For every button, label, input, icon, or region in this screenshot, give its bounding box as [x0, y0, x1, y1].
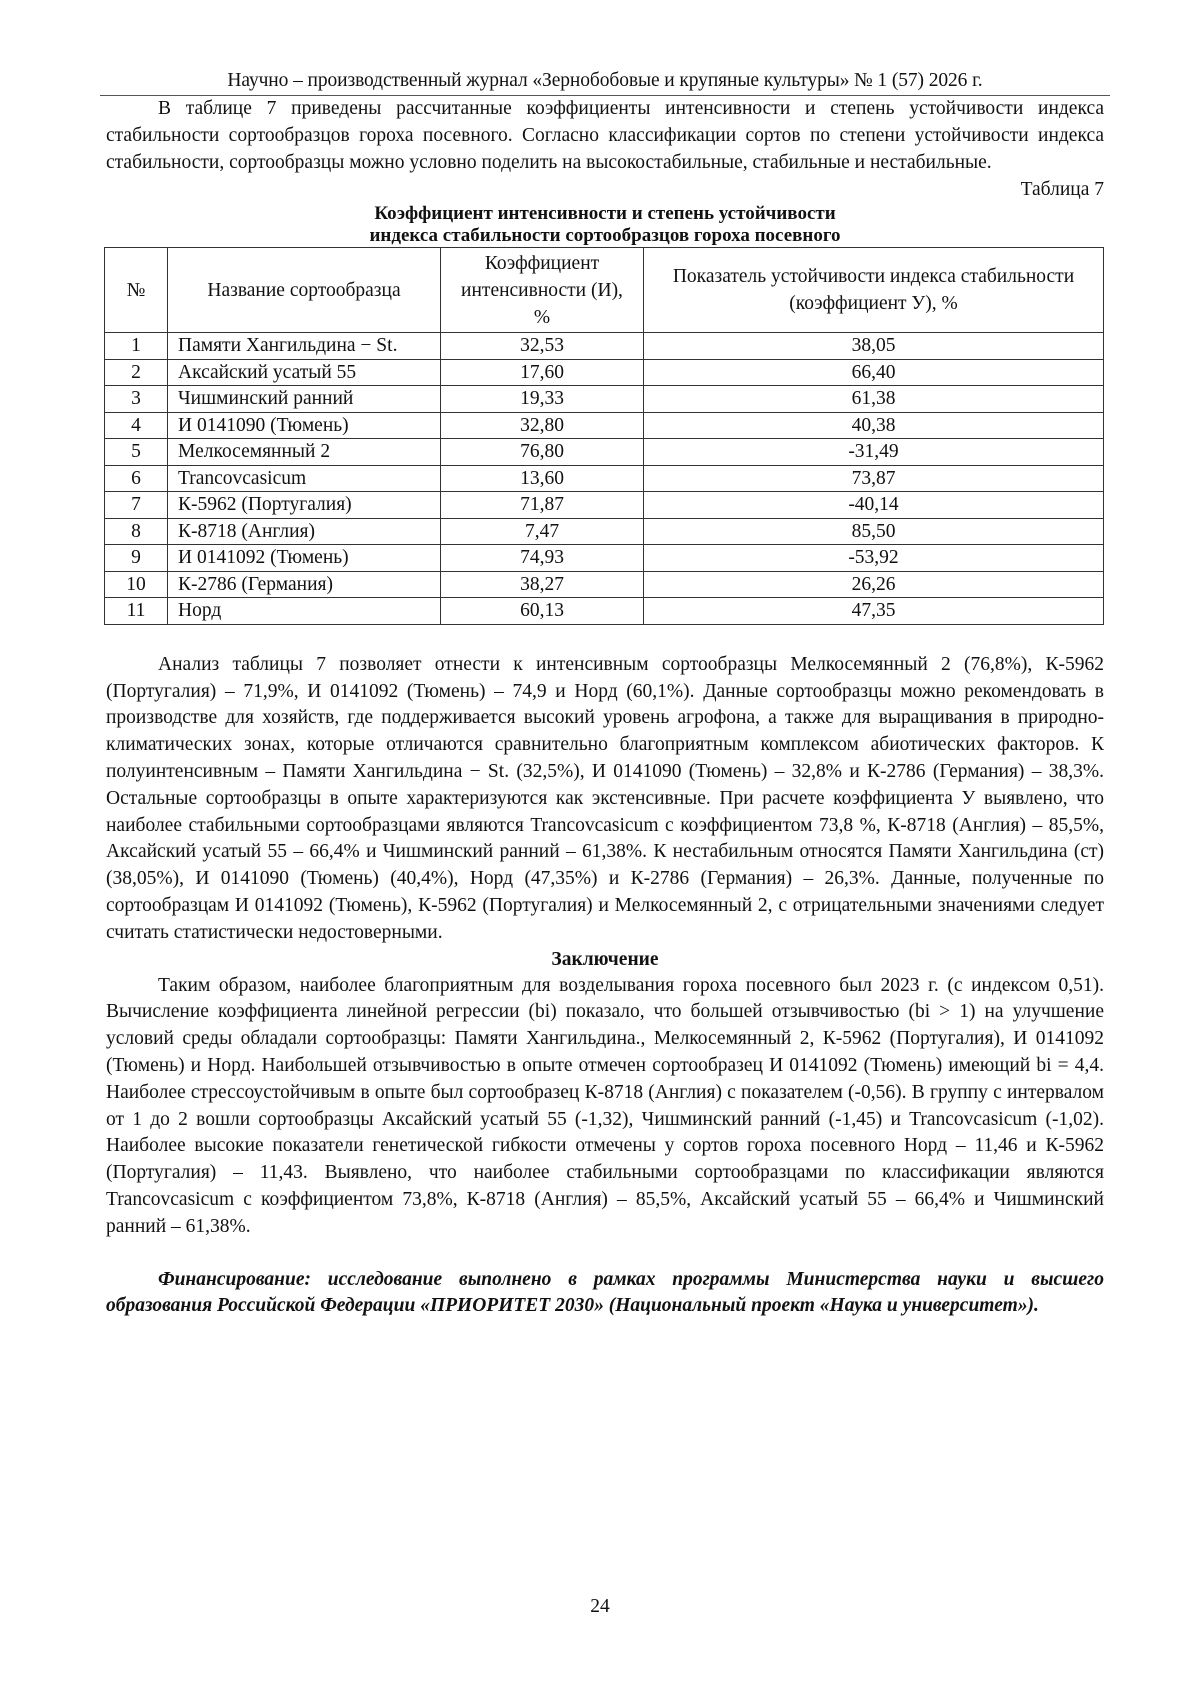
- intensity-value: 74,93: [441, 545, 644, 572]
- stability-value: 47,35: [644, 598, 1104, 625]
- table-title-line-1: Коэффициент интенсивности и степень устойчивости: [374, 203, 836, 225]
- journal-page: [106, 68, 1104, 1320]
- intensity-value: 32,53: [441, 333, 644, 360]
- page-number: 24: [590, 1596, 610, 1617]
- stability-value: 61,38: [644, 386, 1104, 413]
- variety-name: И 0141090 (Тюмень): [168, 412, 441, 439]
- variety-name: Чишминский ранний: [168, 386, 441, 413]
- table-header-row: [105, 248, 1104, 333]
- column-header-stability: Показатель устойчивости индекса стабильности (коэффициент У), %: [644, 248, 1104, 333]
- column-header-name: Название сортообразца: [168, 248, 441, 333]
- running-header: Научно – производственный журнал «Зернобобовые и крупяные культуры» № 1 (57) 2026 г.: [227, 70, 983, 91]
- intensity-value: 19,33: [441, 386, 644, 413]
- intensity-value: 32,80: [441, 412, 644, 439]
- row-number: 1: [105, 333, 168, 360]
- intensity-value: 71,87: [441, 492, 644, 519]
- stability-value: 38,05: [644, 333, 1104, 360]
- table-row: [105, 492, 1104, 519]
- table-row: [105, 386, 1104, 413]
- variety-name: Мелкосемянный 2: [168, 439, 441, 466]
- data-table: [104, 247, 1104, 625]
- row-number: 3: [105, 386, 168, 413]
- table-row: [105, 439, 1104, 466]
- variety-name: К-5962 (Португалия): [168, 492, 441, 519]
- table-row: [105, 545, 1104, 572]
- row-number: 5: [105, 439, 168, 466]
- row-number: 11: [105, 598, 168, 625]
- row-number: 9: [105, 545, 168, 572]
- stability-value: -40,14: [644, 492, 1104, 519]
- stability-value: 26,26: [644, 571, 1104, 598]
- intensity-value: 13,60: [441, 465, 644, 492]
- table-row: [105, 518, 1104, 545]
- intensity-value: 76,80: [441, 439, 644, 466]
- table-row: [105, 571, 1104, 598]
- table-title-line-2: индекса стабильности сортообразцов гороха посевного: [369, 225, 841, 247]
- column-header-number: №: [105, 248, 168, 333]
- intensity-value: 60,13: [441, 598, 644, 625]
- stability-value: 66,40: [644, 359, 1104, 386]
- stability-value: -31,49: [644, 439, 1104, 466]
- table-row: [105, 598, 1104, 625]
- row-number: 4: [105, 412, 168, 439]
- row-number: 6: [105, 465, 168, 492]
- variety-name: Аксайский усатый 55: [168, 359, 441, 386]
- analysis-paragraph: Анализ таблицы 7 позволяет отнести к интенсивным сортообразцы Мелкосемянный 2 (76,8%), К-5962 (Португалия) – 71,9%, И 0141092 (Тюмень) – 74,9 и Норд (60,1%). Данные сортообразцы можно рекомендовать в производстве для хозяйств, где поддерживается высокий уровень агрофона, а также для выращивания в природно-климатических зонах, которые отличаются сравнительно благоприятным комплексом абиотических факторов. К полуинтенсивным – Памяти Хангильдина − St. (32,5%), И 0141090 (Тюмень) – 32,8% и К-2786 (Германия) – 38,3%. Остальные сортообразцы в опыте характеризуются как экстенсивные. При расчете коэффициента У выявлено, что наиболее стабильными сортообразцами являются Trancovcasicum с коэффициентом 73,8 %, К-8718 (Англия) – 85,5%, Аксайский усатый 55 – 66,4% и Чишминский ранний – 61,38%. К нестабильным относятся Памяти Хангильдина (ст) (38,05%), И 0141090 (Тюмень) (40,4%), Норд (47,35%) и К-2786 (Германия) – 26,3%. Данные, полученные по сортообразцам И 0141092 (Тюмень), К-5962 (Португалия) и Мелкосемянный 2, с отрицательными значениями следует считать статистически недостоверными.: [106, 653, 1104, 943]
- stability-value: 40,38: [644, 412, 1104, 439]
- intensity-value: 7,47: [441, 518, 644, 545]
- column-header-intensity: Коэффициент интенсивности (И), %: [441, 248, 644, 333]
- row-number: 2: [105, 359, 168, 386]
- table-row: [105, 359, 1104, 386]
- variety-name: Норд: [168, 598, 441, 625]
- row-number: 8: [105, 518, 168, 545]
- conclusion-paragraph: Таким образом, наиболее благоприятным для возделывания гороха посевного был 2023 г. (с индексом 0,51). Вычисление коэффициента линейной регрессии (bi) показало, что большей отзывчивостью (bi > 1) на улучшение условий среды обладали сортообразцы: Памяти Хангильдина., Мелкосемянный 2, К-5962 (Португалия), И 0141092 (Тюмень) и Норд. Наибольшей отзывчивостью в опыте отмечен сортообразец И 0141092 (Тюмень) имеющий bi = 4,4. Наиболее стрессоустойчивым в опыте был сортообразец К-8718 (Англия) с показателем (-0,56). В группу с интервалом от 1 до 2 вошли сортообразцы Аксайский усатый 55 (-1,32), Чишминский ранний (-1,45) и Trancovcasicum (-1,02). Наиболее высокие показатели генетической гибкости отмечены у сортов гороха посевного Норд – 11,46 и К-5962 (Португалия) – 11,43. Выявлено, что наиболее стабильными сортообразцами по классификации являются Trancovcasicum с коэффициентом 73,8%, К-8718 (Англия) – 85,5%, Аксайский усатый 55 – 66,4% и Чишминский ранний – 61,38%.: [106, 974, 1104, 1237]
- table-label: Таблица 7: [1020, 179, 1104, 201]
- row-number: 10: [105, 571, 168, 598]
- variety-name: И 0141092 (Тюмень): [168, 545, 441, 572]
- stability-value: -53,92: [644, 545, 1104, 572]
- variety-name: К-8718 (Англия): [168, 518, 441, 545]
- table-row: [105, 333, 1104, 360]
- intensity-value: 17,60: [441, 359, 644, 386]
- table-row: [105, 465, 1104, 492]
- intro-paragraph: В таблице 7 приведены рассчитанные коэффициенты интенсивности и степень устойчивости индекса стабильности сортообразцов гороха посевного. Согласно классификации сортов по степени устойчивости индекса стабильности, сортообразцы можно условно поделить на высокостабильные, стабильные и нестабильные.: [106, 98, 1104, 173]
- conclusion-heading: Заключение: [551, 948, 659, 970]
- variety-name: Trancovcasicum: [168, 465, 441, 492]
- stability-value: 73,87: [644, 465, 1104, 492]
- intensity-value: 38,27: [441, 571, 644, 598]
- row-number: 7: [105, 492, 168, 519]
- table-title: [106, 203, 1104, 247]
- variety-name: К-2786 (Германия): [168, 571, 441, 598]
- funding-note: Финансирование: исследование выполнено в рамках программы Министерства науки и высшего образования Российской Федерации «ПРИОРИТЕТ 2030» (Национальный проект «Наука и университет»).: [106, 1268, 1104, 1317]
- stability-value: 85,50: [644, 518, 1104, 545]
- variety-name: Памяти Хангильдина − St.: [168, 333, 441, 360]
- table-row: [105, 412, 1104, 439]
